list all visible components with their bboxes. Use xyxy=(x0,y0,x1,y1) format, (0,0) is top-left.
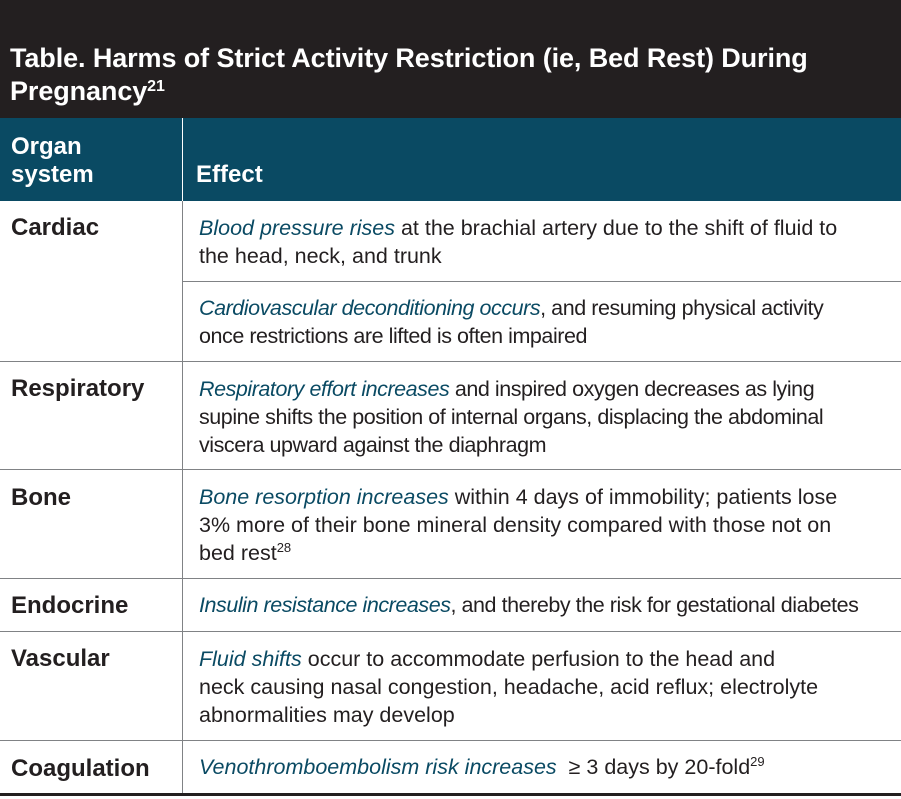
effect-text: once restrictions are lifted is often impaired xyxy=(199,324,587,348)
effect-lead: Venothromboembolism risk increases xyxy=(199,755,557,779)
effect-lead: Insulin resistance increases xyxy=(199,593,451,617)
effect-vascular xyxy=(199,645,901,729)
effect-endocrine xyxy=(199,591,901,619)
table-title-bar xyxy=(0,0,901,118)
reference-superscript: 29 xyxy=(750,754,765,769)
effect-lead: Cardiovascular deconditioning occurs xyxy=(199,296,541,320)
effect-text: the head, neck, and trunk xyxy=(199,244,442,268)
effect-text: within 4 days of immobility; patients lose xyxy=(448,485,838,509)
effect-lead: Blood pressure rises xyxy=(199,216,395,240)
organ-cardiac: Cardiac xyxy=(11,214,100,241)
effect-cardiac-2 xyxy=(199,294,901,350)
effect-text: viscera upward against the diaphragm xyxy=(199,433,547,457)
effect-lead: Bone resorption increases xyxy=(199,485,449,509)
title-reference: 21 xyxy=(147,78,165,95)
effect-respiratory xyxy=(199,375,901,459)
effect-text: neck causing nasal congestion, headache, acid reflux; electrolyte xyxy=(199,675,819,699)
organ-vascular: Vascular xyxy=(11,645,110,672)
effect-text: supine shifts the position of internal organs, displacing the abdominal xyxy=(199,405,824,429)
row-separator-cardiac-inner xyxy=(182,281,901,282)
organ-respiratory: Respiratory xyxy=(11,375,145,402)
effect-coagulation xyxy=(199,753,901,781)
header-effect: Effect xyxy=(196,161,263,188)
table-bottom-rule xyxy=(0,793,901,796)
header-organ-system xyxy=(11,133,171,189)
row-separator xyxy=(0,631,901,632)
organ-coagulation: Coagulation xyxy=(11,755,150,782)
effect-text: abnormalities may develop xyxy=(199,703,455,727)
effect-text: , and resuming physical activity xyxy=(540,296,824,320)
table-title xyxy=(10,42,890,108)
effect-lead: Respiratory effort increases xyxy=(199,377,450,401)
effect-bone xyxy=(199,483,901,567)
effect-text: and inspired oxygen decreases as lying xyxy=(449,377,815,401)
effect-text: ≥ 3 days by 20-fold xyxy=(556,755,751,779)
effect-text: bed rest xyxy=(199,541,277,565)
effect-lead: Fluid shifts xyxy=(199,647,302,671)
header-organ-line2: system xyxy=(11,161,94,188)
header-organ-line1: Organ xyxy=(11,133,82,160)
effect-cardiac-1 xyxy=(199,214,901,270)
row-separator xyxy=(0,740,901,741)
header-divider xyxy=(182,118,183,201)
row-separator xyxy=(0,469,901,470)
row-separator xyxy=(0,361,901,362)
table-title-line1: Table. Harms of Strict Activity Restriction (ie, Bed Rest) During xyxy=(10,43,808,73)
reference-superscript: 28 xyxy=(276,540,292,555)
effect-text: , and thereby the risk for gestational diabetes xyxy=(450,593,859,617)
column-divider xyxy=(182,201,183,793)
effect-text: 3% more of their bone mineral density compared with those not on xyxy=(199,513,832,537)
row-separator xyxy=(0,578,901,579)
organ-endocrine: Endocrine xyxy=(11,592,129,619)
effect-text: occur to accommodate perfusion to the head and xyxy=(301,647,776,671)
table-title-line2: Pregnancy xyxy=(10,76,148,106)
organ-bone: Bone xyxy=(11,484,71,511)
effect-text: at the brachial artery due to the shift of fluid to xyxy=(394,216,838,240)
